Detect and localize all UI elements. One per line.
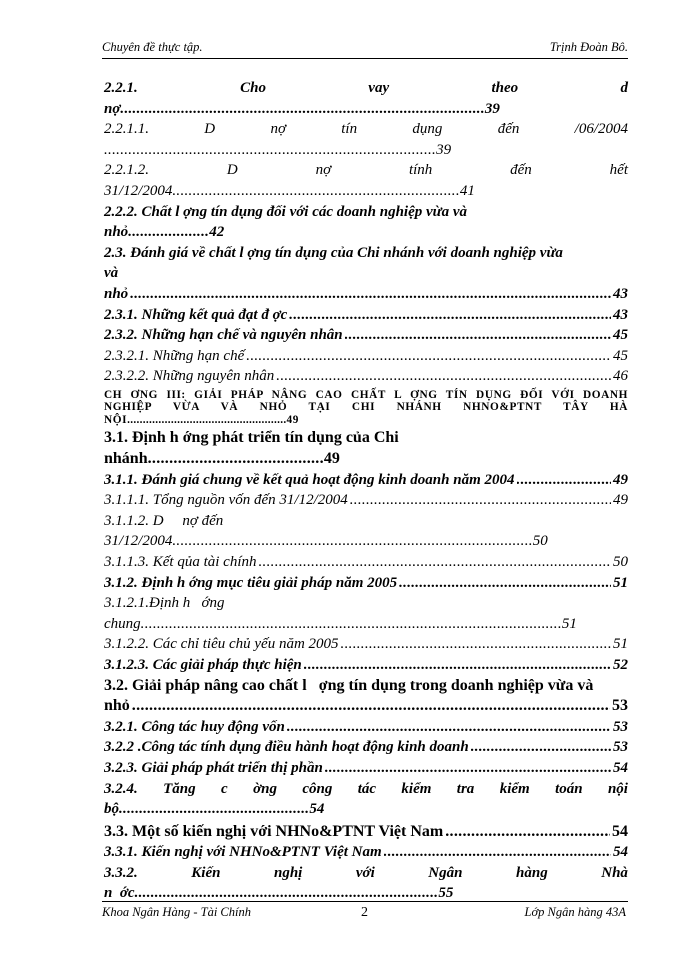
- toc-entry[interactable]: 2.3. Đánh giá về chất l ợng tín dụng của Chi nhánh với doanh nghiệp vừa và nhỏ ..... 43: [104, 243, 628, 305]
- toc-entry[interactable]: 2.3.2. Những hạn chế và nguyên nhân ..... 45: [104, 325, 628, 346]
- footer-right: Lớp Ngân hàng 43A: [524, 905, 626, 919]
- toc-entry[interactable]: 2.3.2.1. Những hạn chế ..... 45: [104, 346, 628, 367]
- toc-entry[interactable]: 3.3.1. Kiến nghị với NHNo&PTNT Việt Nam ..... 54: [104, 842, 628, 863]
- toc-page-number: 51: [561, 615, 577, 632]
- footer-left: Khoa Ngân Hàng - Tài Chính: [102, 905, 251, 919]
- toc-page-number: 53: [612, 697, 628, 715]
- toc-entry[interactable]: 3.3. Một số kiến nghị với NHNo&PTNT Việt Nam ..... 54: [104, 820, 628, 843]
- toc-chapter-entry[interactable]: CH ƠNG III: GIẢI PHÁP NÂNG CAO CHẤT L ỢNG TÍN DỤNG ĐỐI VỚI DOANH NGHIỆP VỪA VÀ NHỎ TẠI CHI NHÁNH NHNO&PTNT TÂY HÀ NỘI...................................................49: [104, 388, 628, 426]
- toc-page-number: 54: [612, 822, 628, 840]
- toc-entry[interactable]: 3.1.1. Đánh giá chung về kết quả hoạt động kinh doanh năm 2004 ..... 49: [104, 470, 628, 491]
- toc-page-number: 39: [436, 141, 452, 158]
- toc-page-number: 52: [613, 656, 628, 673]
- toc-page-number: 46: [613, 368, 628, 385]
- toc-page-number: 54: [613, 759, 628, 776]
- toc-page-number: 43: [613, 306, 628, 323]
- toc-entry[interactable]: 2.2.1.2. D nợ tính đến hết 31/12/2004.......................................................................41: [104, 162, 628, 199]
- header-rule: [102, 58, 628, 59]
- toc-page-number: 50: [532, 533, 548, 550]
- toc-entry[interactable]: 3.1.2. Định h ớng mục tiêu giải pháp năm 2005 ..... 51: [104, 573, 628, 594]
- toc-page-number: 51: [613, 636, 628, 653]
- toc-page-number: 43: [613, 285, 628, 302]
- toc-entry[interactable]: 3.2.1. Công tác huy động vốn ..... 53: [104, 717, 628, 738]
- toc-page-number: 49: [613, 471, 628, 488]
- toc-entry[interactable]: 3.1.2.2. Các chỉ tiêu chủ yếu năm 2005 ..... 51: [104, 634, 628, 655]
- toc-entry[interactable]: 3.1. Định h ớng phát triển tín dụng của Chi nhánh.........................................49: [104, 429, 399, 467]
- header-right: Trịnh Đoàn Bô.: [549, 40, 628, 54]
- toc-page-number: 49: [286, 413, 299, 426]
- toc-page-number: 51: [613, 574, 628, 591]
- toc-page-number: 49: [613, 492, 628, 509]
- toc-entry[interactable]: 3.2. Giải pháp nâng cao chất l ợng tín dụng trong doanh nghiệp vừa và nhỏ ..... 53: [104, 676, 628, 717]
- toc-page-number: 41: [459, 182, 475, 199]
- toc-entry[interactable]: 2.2.1.1. D nợ tín dụng đến /06/2004 ..................................................................................39: [104, 121, 628, 158]
- toc-entry[interactable]: 3.1.1.2. D nợ đến 31/12/2004.........................................................................................50: [104, 512, 548, 550]
- page-number: 2: [361, 905, 368, 920]
- toc-page-number: 42: [209, 224, 225, 241]
- toc-entry[interactable]: 3.3.2. Kiến nghị với Ngân hàng Nhà n ớc...........................................................................55: [104, 864, 628, 902]
- toc-entry[interactable]: 2.3.2.2. Những nguyên nhân ..... 46: [104, 366, 628, 387]
- toc-entry[interactable]: 3.1.2.3. Các giải pháp thực hiện ..... 52: [104, 655, 628, 676]
- toc-page-number: 54: [309, 801, 325, 818]
- toc-page-number: 45: [613, 347, 628, 364]
- toc-entry[interactable]: 2.3.1. Những kết quả đạt đ ợc ..... 43: [104, 305, 628, 326]
- toc-page-number: 50: [613, 553, 628, 570]
- toc-page-number: 53: [613, 718, 628, 735]
- toc-page-number: 55: [438, 885, 454, 902]
- toc-entry[interactable]: 3.2.2 .Công tác tính dụng điều hành hoạt động kinh doanh ..... 53: [104, 737, 628, 758]
- footer-rule: [102, 901, 628, 902]
- toc-entry[interactable]: 2.2.1. Cho vay theo d nợ..........................................................................................39: [104, 80, 628, 117]
- header-left: Chuyên đề thực tập.: [102, 40, 203, 54]
- table-of-contents: [104, 78, 628, 904]
- toc-entry[interactable]: 3.1.1.3. Kết qủa tài chính ..... 50: [104, 552, 628, 573]
- toc-entry[interactable]: 3.1.2.1.Định h ớng chung........................................................................................................51: [104, 595, 577, 632]
- toc-entry[interactable]: 3.2.3. Giải pháp phát triển thị phần ..... 54: [104, 758, 628, 779]
- toc-page-number: 53: [613, 739, 628, 756]
- toc-page-number: 39: [484, 100, 500, 117]
- toc-entry[interactable]: 2.2.2. Chất l ợng tín dụng đối với các doanh nghiệp vừa và nhỏ....................42: [104, 203, 468, 241]
- toc-page-number: 54: [613, 844, 628, 861]
- toc-page-number: 45: [613, 327, 628, 344]
- toc-entry[interactable]: 3.1.1.1. Tổng nguồn vốn đến 31/12/2004 ..... 49: [104, 490, 628, 511]
- toc-entry[interactable]: 3.2.4. Tăng c ờng công tác kiểm tra kiểm toán nội bộ...............................................54: [104, 780, 628, 818]
- toc-page-number: 49: [323, 450, 340, 467]
